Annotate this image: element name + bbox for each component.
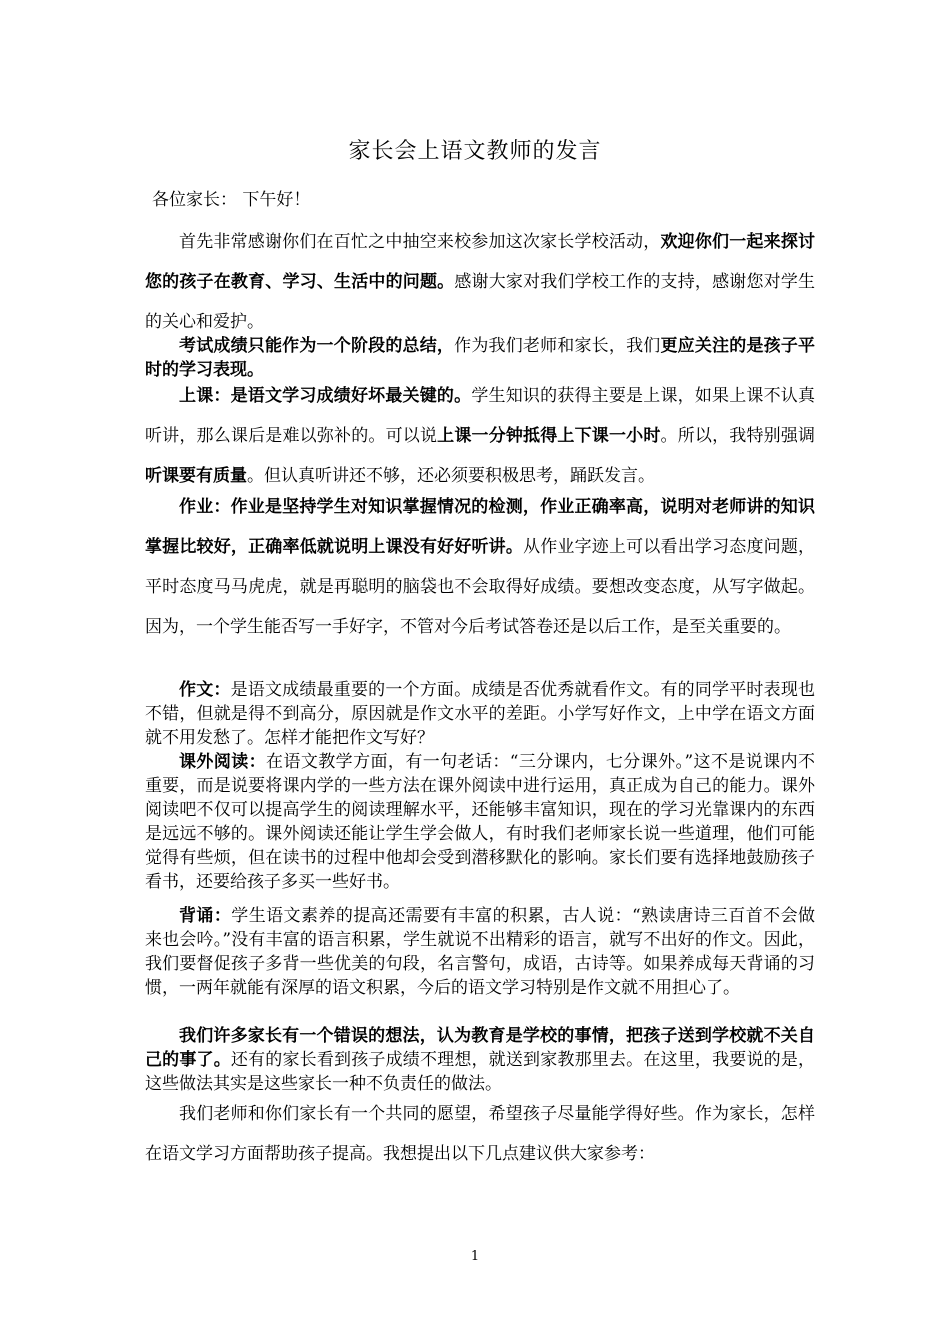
paragraph-misconception	[145, 1024, 815, 1096]
exam-bold: 考试成绩只能作为一个阶段的总结，	[179, 336, 455, 356]
composition-text: 是语文成绩最重要的一个方面。成绩是否优秀就看作文。有的同学平时表现也不错，但就是得不到高分，原因就是作文水平的差距。小学写好作文，上中学在语文方面就不用发愁了。怎样才能把作文写好？	[145, 680, 816, 748]
opening-text-end: 感谢大家对我们学校工作的支持，感谢您对学生的关心和爱护。	[145, 272, 816, 332]
homework-text: 从作业字迹上可以看出学习态度问题，平时态度马马虎虎，就是再聪明的脑袋也不会取得好成绩。要想改变态度，从写字做起。因为，一个学生能否写一手好字，不管对今后考试答卷还是以后工作，是至关重要的。	[145, 537, 816, 637]
paragraph-closing: 我们老师和你们家长有一个共同的愿望，希望孩子尽量能学得好些。作为家长，怎样在语文学习方面帮助孩子提高。我想提出以下几点建议供大家参考：	[145, 1104, 815, 1164]
composition-heading: 作文：	[179, 680, 231, 700]
recitation-heading: 背诵：	[179, 906, 232, 926]
document-title: 家长会上语文教师的发言	[348, 139, 602, 164]
exam-text: 作为我们老师和家长，我们	[454, 336, 661, 356]
recitation-text: 学生语文素养的提高还需要有丰富的积累，古人说：“熟读唐诗三百首不会做来也会吟。”没有丰富的语言积累，学生就说不出精彩的语言，就写不出好的作文。因此，我们要督促孩子多背一些优美的句段，名言警句，成语，古诗等。如果养成每天背诵的习惯，一两年就能有深厚的语文积累，今后的语文学习特别是作文就不用担心了。	[145, 906, 815, 998]
class-text: 学生知识的获得主要是上课，如果上课不认真听讲，那么课后是难以弥补的。可以说	[145, 386, 816, 446]
class-heading: 上课：是语文学习成绩好坏最关键的。	[179, 386, 472, 406]
paragraph-exam	[145, 334, 815, 382]
reading-heading: 课外阅读：	[179, 752, 267, 772]
page-number: 1	[470, 1249, 480, 1264]
class-text-2: 。所以，我特别强调	[660, 426, 816, 446]
greeting: 各位家长： 下午好！	[152, 190, 311, 210]
paragraph-opening	[145, 222, 815, 342]
paragraph-composition	[145, 678, 815, 750]
class-text-3: 。但认真听讲还不够，还必须要积极思考，踊跃发言。	[247, 466, 655, 486]
paragraph-recitation	[145, 904, 815, 1000]
paragraph-reading	[145, 750, 815, 894]
paragraph-class	[145, 376, 815, 496]
misconception-bold: 我们许多家长有一个错误的想法，认为教育是学校的事情，把孩子送到学校就不关自己的事了。	[145, 1026, 815, 1070]
exam-bold-end: 更应关注的是孩子平时的学习表现。	[145, 336, 816, 380]
opening-bold: 欢迎你们一起来探讨您的孩子在教育、学习、生活中的问题。	[145, 232, 816, 292]
homework-bold: 作业：作业是坚持学生对知识掌握情况的检测，作业正确率高，说明对老师讲的知识掌握比较好，正确率低就说明上课没有好好听讲。	[145, 497, 815, 557]
class-bold-1: 上课一分钟抵得上下课一小时	[437, 426, 661, 446]
opening-text: 首先非常感谢你们在百忙之中抽空来校参加这次家长学校活动，	[179, 232, 661, 252]
reading-text: 在语文教学方面，有一句老话：“三分课内，七分课外。”这不是说课内不重要，而是说要将课内学的一些方法在课外阅读中进行运用，真正成为自己的能力。课外阅读吧不仅可以提高学生的阅读理解水平，还能够丰富知识，现在的学习光靠课内的东西是远远不够的。课外阅读还能让学生学会做人，有时我们老师家长说一些道理，他们可能觉得有些烦，但在读书的过程中他却会受到潜移默化的影响。家长们要有选择地鼓励孩子看书，还要给孩子多买一些好书。	[145, 752, 815, 892]
class-bold-2: 听课要有质量	[145, 466, 247, 486]
misconception-text: 还有的家长看到孩子成绩不理想，就送到家教那里去。在这里，我要说的是，这些做法其实是这些家长一种不负责任的做法。	[145, 1050, 815, 1094]
paragraph-homework	[145, 487, 815, 647]
